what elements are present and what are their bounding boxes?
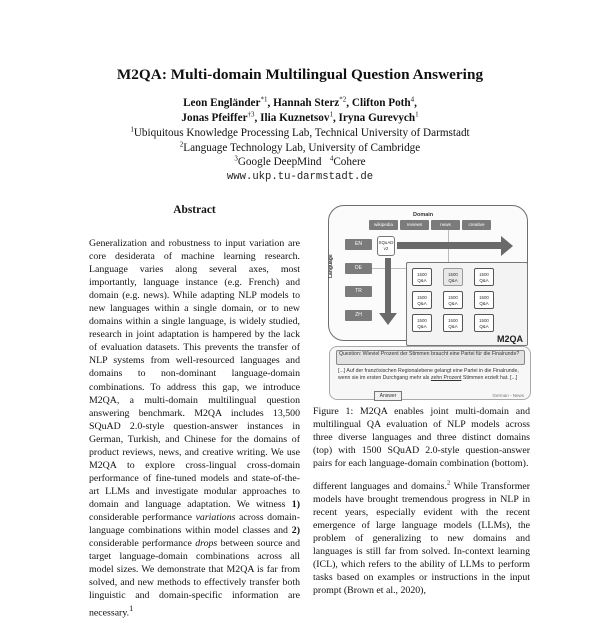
- affiliation-mark: 4: [329, 154, 334, 163]
- cell-unit: Q&A: [417, 301, 427, 306]
- language-chip-tr: TR: [345, 286, 372, 297]
- cell-unit: Q&A: [448, 324, 458, 329]
- cell-count: 1500: [479, 272, 489, 277]
- abstract-heading: Abstract: [173, 204, 216, 216]
- abstract-italic: variations: [195, 511, 236, 523]
- context-text: Stimmen erzielt hat. [...]: [461, 375, 518, 382]
- domain-chip-news: news: [431, 220, 460, 230]
- squad-source-box: [377, 236, 395, 256]
- answer-span: zehn Prozent: [430, 375, 462, 382]
- answer-label: Answer: [374, 391, 402, 401]
- example-context: [338, 368, 524, 383]
- example-language-domain-tag: German - News: [492, 393, 524, 398]
- m2qa-label: M2QA: [496, 334, 523, 344]
- author-list: [0, 96, 600, 126]
- affiliation-mark: 1: [130, 125, 134, 134]
- cell-count: 1500: [479, 295, 489, 300]
- m2qa-grid: [406, 262, 528, 346]
- affiliation-text: Cohere: [333, 156, 366, 169]
- figure-caption: [313, 405, 530, 470]
- affiliation-text: Google DeepMind: [237, 156, 322, 169]
- cell-count: 1500: [448, 295, 458, 300]
- language-arrow-icon: [385, 258, 391, 314]
- cell-count: 1500: [417, 272, 427, 277]
- author-line-1: Leon Engländer$^{*1}$, Hannah Sterz$^{*2}$, Clifton Poth$^4$,: [183, 95, 417, 109]
- squad-label: SQuAD: [378, 240, 394, 245]
- arrow-head-down-icon: [379, 313, 397, 325]
- abstract-text: considerable performance: [89, 511, 196, 523]
- cell-count: 1500: [417, 318, 427, 323]
- language-chip-zh: ZH: [345, 310, 372, 321]
- introduction-body: [313, 480, 530, 597]
- affiliations: [0, 126, 600, 184]
- cell-unit: Q&A: [417, 278, 427, 283]
- arrow-head-right-icon: [501, 236, 513, 256]
- author-line-2: Jonas Pfeiffer$^{\dagger 3}$, Ilia Kuznetsov$^1$, Iryna Gurevych$^1$: [181, 110, 419, 124]
- domain-chip-wikipedia: wikipedia: [369, 220, 398, 230]
- affiliation-text: Language Technology Lab, University of Cambridge: [183, 141, 421, 154]
- author-name: Hannah Sterz: [273, 97, 340, 109]
- cell-unit: Q&A: [448, 278, 458, 283]
- author-mark: *1: [260, 95, 268, 104]
- example-qa-box: [329, 346, 531, 400]
- affiliation-3-4: [0, 155, 600, 170]
- affiliation-2: [0, 141, 600, 156]
- cell-unit: Q&A: [479, 301, 489, 306]
- abstract-italic: drops: [195, 538, 218, 550]
- abstract-body: [89, 237, 300, 620]
- context-text: [...] Auf der französischen Regionalebene gelangt eine Partei in die Finalrunde, wenn sie im ersten Durchgang mehr als: [338, 368, 519, 382]
- abstract-bold: 2): [291, 525, 300, 537]
- example-question: Question: Wieviel Prozent der Stimmen braucht eine Partei für die Finalrunde?: [336, 350, 525, 365]
- language-axis-label: Language: [328, 254, 334, 278]
- qa-cell-de-news: [443, 268, 463, 286]
- figure-1: [324, 200, 536, 410]
- paper-title: M2QA: Multi-domain Multilingual Question Answering: [116, 66, 484, 83]
- language-chip-de: DE: [345, 263, 372, 274]
- domain-arrow-icon: [397, 242, 502, 249]
- author-name: Ilia Kuznetsov: [260, 111, 330, 124]
- domain-axis-label: Domain: [413, 212, 434, 218]
- cell-unit: Q&A: [448, 301, 458, 306]
- abstract-text: considerable performance: [89, 538, 196, 550]
- footnote-link[interactable]: 2: [446, 479, 451, 487]
- author-mark: †3: [247, 110, 255, 119]
- domain-chip-creative: creative: [462, 220, 491, 230]
- affiliation-text: Ubiquitous Knowledge Processing Lab, Technical University of Darmstadt: [133, 127, 470, 139]
- abstract-text: across domain-language combinations within model classes and: [89, 511, 300, 537]
- body-text: different languages and domains.: [313, 481, 447, 492]
- qa-cell-tr-reviews: [412, 291, 432, 309]
- qa-cell-tr-creative: [474, 291, 494, 309]
- cell-count: 1500: [448, 272, 458, 277]
- affiliation-1: [0, 126, 600, 141]
- affiliation-mark: 2: [179, 139, 184, 148]
- author-name: Iryna Gurevych: [338, 111, 416, 124]
- lab-url[interactable]: www.ukp.tu-darmstadt.de: [226, 170, 374, 183]
- language-chip-en: EN: [345, 239, 372, 250]
- author-name: Clifton Poth: [351, 97, 411, 109]
- cell-count: 1500: [417, 295, 427, 300]
- abstract-bold: 1): [291, 498, 300, 510]
- qa-cell-de-creative: [474, 268, 494, 286]
- abstract-text: between source and target language-domain combinations across all model sizes. We demonstrate that M2QA is far from solved, and new methods to effectively transfer both linguistic and domain-specific information are necessary.: [89, 538, 300, 619]
- qa-cell-zh-creative: [474, 314, 494, 332]
- author-mark: 1: [415, 110, 419, 119]
- cell-count: 1500: [448, 318, 458, 323]
- cell-unit: Q&A: [479, 278, 489, 283]
- author-mark: 4: [410, 95, 415, 104]
- caption-text: Figure 1: M2QA enables joint multi-domain and multilingual QA evaluation of NLP models across three diverse languages and three distinct domains (top) with 1500 SQuAD 2.0-style question-answer pairs for each language-domain combination (bottom).: [313, 406, 530, 470]
- cell-unit: Q&A: [417, 324, 427, 329]
- squad-version: v2: [383, 246, 389, 251]
- cell-count: 1500: [479, 318, 489, 323]
- author-name: Leon Engländer: [183, 97, 261, 109]
- figure-outer-box: [328, 205, 528, 344]
- qa-cell-de-reviews: [412, 268, 432, 286]
- body-text: While Transformer models have brought tremendous progress in NLP in recent years, especially evident with the recent emergence of large language models (LLMs), the problem of generalizing to new domains and languages is still far from solved. In-context learning (ICL), which refers to the ability of LLMs to perform tasks based on examples or instructions in the input prompt (Brown et al., 2020),: [313, 481, 531, 597]
- cell-unit: Q&A: [479, 324, 489, 329]
- domain-chip-reviews: reviews: [400, 220, 429, 230]
- author-name: Jonas Pfeiffer: [181, 111, 248, 124]
- abstract-text: Generalization and robustness to input variation are core desiderata of machine learning research. Language varies along several axes, most importantly, language instance (e.g. French) and domain (e.g. news). While adapting NLP models to new languages within a single domain, or to new domains within a single language, is widely studied, research in joint adaptation is hampered by the lack of evaluation datasets. This prevents the transfer of NLP systems from well-resourced languages and domains to non-dominant language-domain combinations. To address this gap, we introduce M2QA, a multi-domain multilingual question answering benchmark. M2QA includes 13,500 SQuAD 2.0-style question-answer instances in German, Turkish, and Chinese for the domains of product reviews, news, and creative writing. We use M2QA to explore cross-lingual cross-domain performance of fine-tuned models and state-of-the-art LLMs and investigate modular approaches to domain and language adaptation. We witness: [89, 238, 300, 510]
- author-mark: 1: [329, 110, 333, 119]
- affiliation-mark: 3: [234, 154, 238, 163]
- qa-cell-tr-news: [443, 291, 463, 309]
- qa-cell-zh-news: [443, 314, 463, 332]
- footnote-link[interactable]: 1: [129, 604, 134, 614]
- qa-cell-zh-reviews: [412, 314, 432, 332]
- author-mark: *2: [339, 95, 347, 104]
